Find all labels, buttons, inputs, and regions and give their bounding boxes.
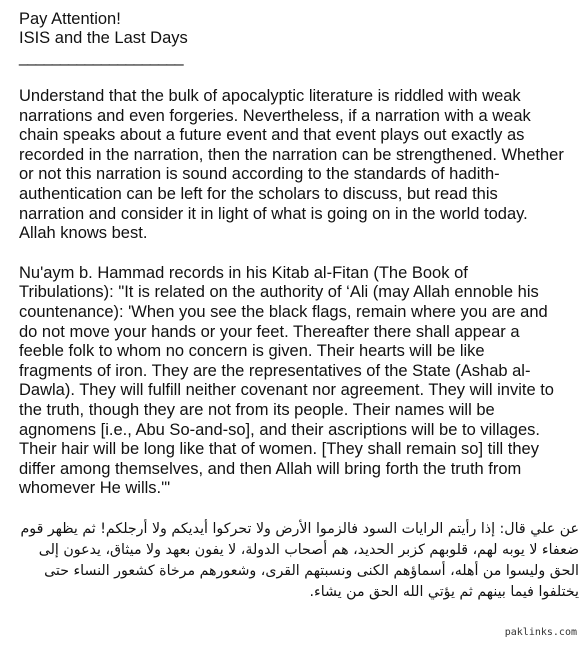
intro-line: Understand that the bulk of apocalyptic literature is riddled with weak	[19, 87, 521, 105]
quote-line: Tribulations): "It is related on the authority of ‘Ali (may Allah ennoble his	[19, 283, 539, 302]
intro-line: narration and consider it in light of what is going on in the world today.	[19, 204, 528, 223]
intro-line: chain speaks about a future event and that event plays out exactly as	[19, 126, 525, 145]
quote-line: feeble folk to whom no concern is given. Their hearts will be like	[19, 342, 485, 361]
divider-rule: ____________________	[19, 48, 183, 66]
quote-line: Dawla). They will fulfill neither covenant nor agreement. They will invite to	[19, 381, 554, 400]
quote-line: Nu'aym b. Hammad records in his Kitab al-Fitan (The Book of	[19, 263, 468, 282]
intro-line: or not this narration is sound according to the standards of hadith-	[19, 165, 500, 184]
intro-paragraph	[19, 87, 579, 244]
arabic-line: الحق وليسوا من أهله، أسماؤهم الكنى ونسبتهم القرى، وشعورهم مرخاة كشعور النساء حتى	[44, 562, 579, 579]
title-line-2: ISIS and the Last Days	[19, 29, 188, 47]
watermark: paklinks.com	[504, 627, 577, 638]
quote-line: fragments of iron. They are the representatives of the State (Ashab al-	[19, 361, 531, 380]
quote-line: agnomens [i.e., Abu So-and-so], and their ascriptions will be to villages.	[19, 420, 540, 439]
quote-line: do not move your hands or your feet. Thereafter there shall appear a	[19, 322, 520, 341]
quote-paragraph	[19, 264, 579, 499]
quote-line: the truth, though they are not from its people. Their names will be	[19, 400, 495, 419]
intro-line: Allah knows best.	[19, 224, 148, 243]
intro-line: recorded in the narration, then the narration can be strengthened. Whether	[19, 145, 564, 164]
title-line-1: Pay Attention!	[19, 10, 121, 28]
intro-line: authentication can be left for the scholars to discuss, but read this	[19, 184, 498, 203]
quote-line: whomever He wills.'"	[19, 479, 171, 498]
arabic-line: عن علي قال: إذا رأيتم الرايات السود فالزموا الأرض ولا تحركوا أيديكم ولا أرجلكم! ثم يظهر قوم	[20, 520, 579, 537]
arabic-line: ضعفاء لا يوبه لهم، قلوبهم كزبر الحديد، هم أصحاب الدولة، لا يفون بعهد ولا ميثاق، يدعون إلى	[38, 541, 579, 558]
arabic-paragraph	[19, 519, 579, 603]
quote-line: Their hair will be long like that of women. [They shall remain so] till they	[19, 440, 539, 459]
quote-line: countenance): 'When you see the black flags, remain where you are and	[19, 302, 548, 321]
document-body	[19, 10, 579, 603]
arabic-line: يختلفوا فيما بينهم ثم يؤتي الله الحق من يشاء.	[309, 583, 579, 600]
intro-line: narrations and even forgeries. Nevertheless, if a narration with a weak	[19, 106, 531, 125]
quote-line: differ among themselves, and then Allah will bring forth the truth from	[19, 459, 522, 478]
